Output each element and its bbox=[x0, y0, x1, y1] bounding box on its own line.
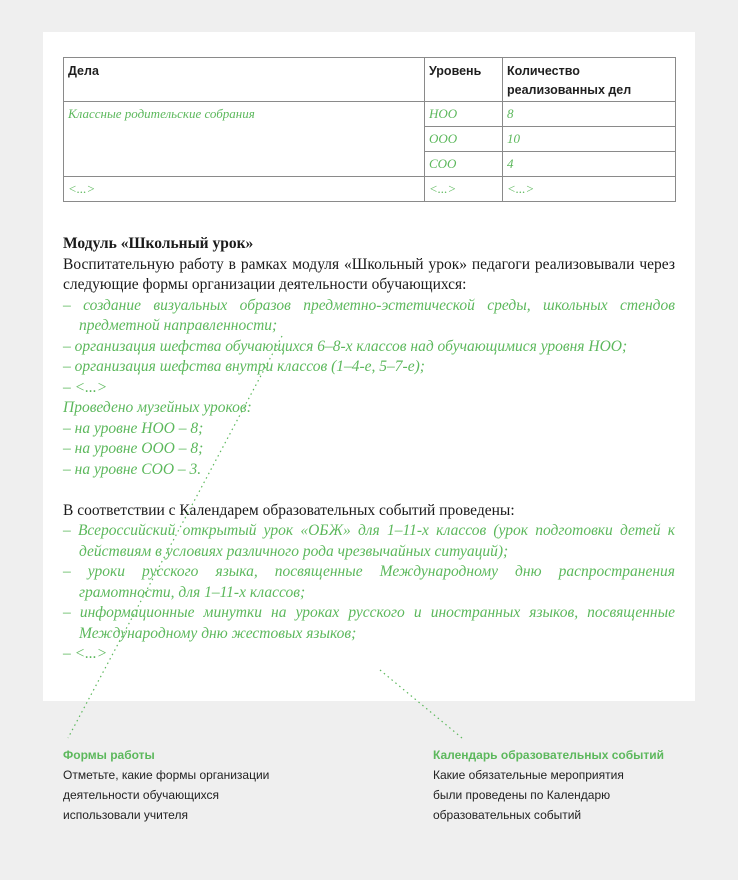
form-item: – организация шефства внутри классов (1–4-е, 5–7-е); bbox=[63, 358, 425, 375]
museum-item: – на уровне НОО – 8; bbox=[63, 419, 204, 437]
forms-note-line: использовали учителя bbox=[63, 808, 188, 822]
header-count-line2: реализованных дел bbox=[507, 83, 632, 97]
module-intro: Воспитательную работу в рамках модуля «Школьный урок» педагоги реализовывали через следующие формы организации деятельности обучающихся: bbox=[63, 255, 675, 293]
calendar-note bbox=[433, 745, 723, 825]
calendar-intro: В соответствии с Календарем образовательных событий проведены: bbox=[63, 501, 515, 519]
calendar-item: – <...> bbox=[63, 645, 108, 662]
calendar-item: – уроки русского языка, посвященные Международному дню распространения грамотности, для 1–11-х классов; bbox=[63, 563, 675, 601]
forms-leader-line bbox=[68, 336, 282, 738]
museum-item: – на уровне ООО – 8; bbox=[63, 440, 204, 457]
form-item: – создание визуальных образов предметно-эстетической среды, школьных стендов предметной направленности; bbox=[63, 296, 675, 334]
form-item: – организация шефства обучающихся 6–8-х классов над обучающимися уровня НОО; bbox=[63, 337, 628, 355]
calendar-item: – информационные минутки на уроках русского и иностранных языков, посвященные Международному дню жестовых языков; bbox=[63, 604, 675, 642]
count-cell: 10 bbox=[503, 127, 676, 152]
header-count-line1: Количество bbox=[507, 64, 580, 78]
module-heading: Модуль «Школьный урок» bbox=[63, 235, 254, 252]
level-cell: СОО bbox=[425, 152, 503, 177]
calendar-leader-line bbox=[380, 670, 462, 738]
calendar-item: – Всероссийский открытый урок «ОБЖ» для 1–11-х классов (урок подготовки детей к действиям в условиях различного рода чрезвычайных ситуаций); bbox=[63, 522, 675, 560]
placeholder-cell: <...> bbox=[64, 177, 425, 202]
header-cell-level: Уровень bbox=[425, 58, 503, 102]
placeholder-cell: <...> bbox=[503, 177, 676, 202]
forms-note-title: Формы работы bbox=[63, 748, 155, 762]
count-cell: 4 bbox=[503, 152, 676, 177]
level-cell: ООО bbox=[425, 127, 503, 152]
forms-note-line: деятельности обучающихся bbox=[63, 788, 220, 802]
calendar-note-line: были проведены по Календарю bbox=[433, 788, 611, 802]
form-item: – <...> bbox=[63, 378, 108, 396]
calendar-note-line: образовательных событий bbox=[433, 808, 582, 822]
museum-item: – на уровне СОО – 3. bbox=[63, 460, 202, 478]
museum-intro: Проведено музейных уроков: bbox=[63, 399, 252, 416]
activity-cell: Классные родительские собрания bbox=[64, 102, 425, 177]
level-cell: НОО bbox=[425, 102, 503, 127]
calendar-note-line: Какие обязательные мероприятия bbox=[433, 768, 624, 782]
header-cell-activities: Дела bbox=[64, 58, 425, 102]
forms-note bbox=[63, 745, 323, 825]
calendar-note-title: Календарь образовательных событий bbox=[433, 748, 664, 762]
placeholder-cell: <...> bbox=[425, 177, 503, 202]
count-cell: 8 bbox=[503, 102, 676, 127]
forms-note-line: Отметьте, какие формы организации bbox=[63, 768, 270, 782]
